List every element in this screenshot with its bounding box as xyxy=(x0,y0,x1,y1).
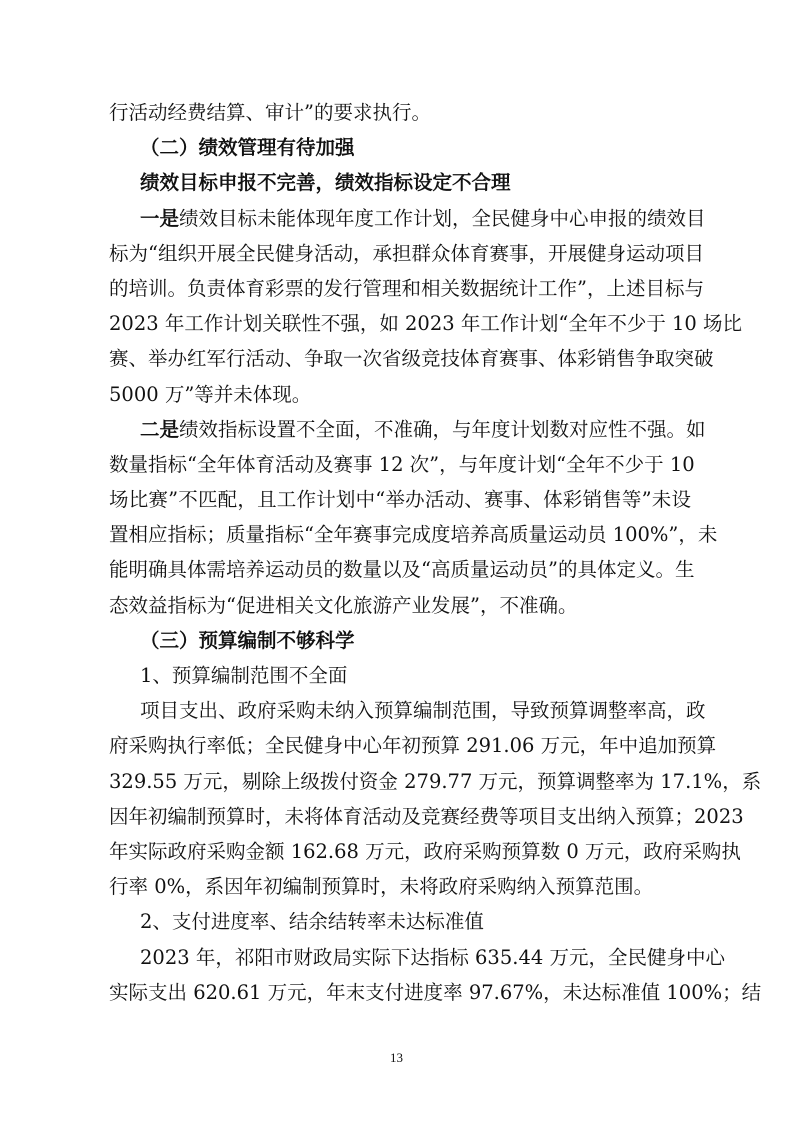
paragraph-line: 行率 0%，系因年初编制预算时，未将政府采购纳入预算范围。 xyxy=(109,875,654,899)
paragraph-line: 置相应指标；质量指标“全年赛事完成度培养高质量运动员 100%”，未 xyxy=(109,523,718,547)
line-text: 绩效目标未能体现年度工作计划，全民健身中心申报的绩效目 xyxy=(179,206,706,230)
paragraph-line: 赛、举办红军行活动、争取一次省级竞技体育赛事、体彩销售争取突破 xyxy=(109,347,714,371)
section-heading: （三）预算编制不够科学 xyxy=(140,628,355,652)
paragraph-line: 年实际政府采购金额 162.68 万元，政府采购预算数 0 万元，政府采购执 xyxy=(109,839,741,863)
paragraph-line: 数量指标“全年体育活动及赛事 12 次”，与年度计划“全年不少于 10 xyxy=(109,452,695,476)
paragraph-line: 实际支出 620.61 万元，年末支付进度率 97.67%，未达标准值 100%；结 xyxy=(109,980,762,1004)
section-heading: （二）绩效管理有待加强 xyxy=(140,136,355,160)
paragraph-line: 因年初编制预算时，未将体育活动及竞赛经费等项目支出纳入预算；2023 xyxy=(109,804,744,828)
paragraph-line: 的培训。负责体育彩票的发行管理和相关数据统计工作”，上述目标与 xyxy=(109,276,704,300)
paragraph-line: 府采购执行率低；全民健身中心年初预算 291.06 万元，年中追加预算 xyxy=(109,734,717,758)
paragraph-line: 329.55 万元，剔除上级拨付资金 279.77 万元，预算调整率为 17.1%，系 xyxy=(109,769,762,793)
paragraph-line: 态效益指标为“促进相关文化旅游产业发展”，不准确。 xyxy=(109,593,578,617)
paragraph-line: 2023 年，祁阳市财政局实际下达指标 635.44 万元，全民健身中心 xyxy=(140,945,725,969)
paragraph-line: 2023 年工作计划关联性不强，如 2023 年工作计划“全年不少于 10 场比 xyxy=(109,312,743,336)
paragraph-line: 项目支出、政府采购未纳入预算编制范围，导致预算调整率高，政 xyxy=(140,699,706,723)
numbered-heading: 2、支付进度率、结余结转率未达标准值 xyxy=(140,910,484,934)
bold-prefix: 二是 xyxy=(140,417,180,441)
bold-prefix: 一是 xyxy=(140,206,180,230)
document-page xyxy=(109,95,762,1010)
paragraph-line xyxy=(109,201,706,236)
paragraph-line: 5000 万”等并未体现。 xyxy=(109,382,312,406)
paragraph-line xyxy=(109,412,706,447)
page-number: 13 xyxy=(390,1050,403,1065)
paragraph-line: 场比赛”不匹配，且工作计划中“举办活动、赛事、体彩销售等”未设 xyxy=(109,488,691,512)
paragraph-line: 能明确具体需培养运动员的数量以及“高质量运动员”的具体定义。生 xyxy=(109,558,695,582)
paragraph-line: 行活动经费结算、审计”的要求执行。 xyxy=(109,101,431,124)
line-text: 绩效指标设置不全面，不准确，与年度计划数对应性不强。如 xyxy=(179,417,706,441)
paragraph-line: 标为“组织开展全民健身活动，承担群众体育赛事，开展健身运动项目 xyxy=(109,241,704,265)
subsection-heading: 绩效目标申报不完善，绩效指标设定不合理 xyxy=(140,171,511,195)
numbered-heading: 1、预算编制范围不全面 xyxy=(140,664,348,687)
